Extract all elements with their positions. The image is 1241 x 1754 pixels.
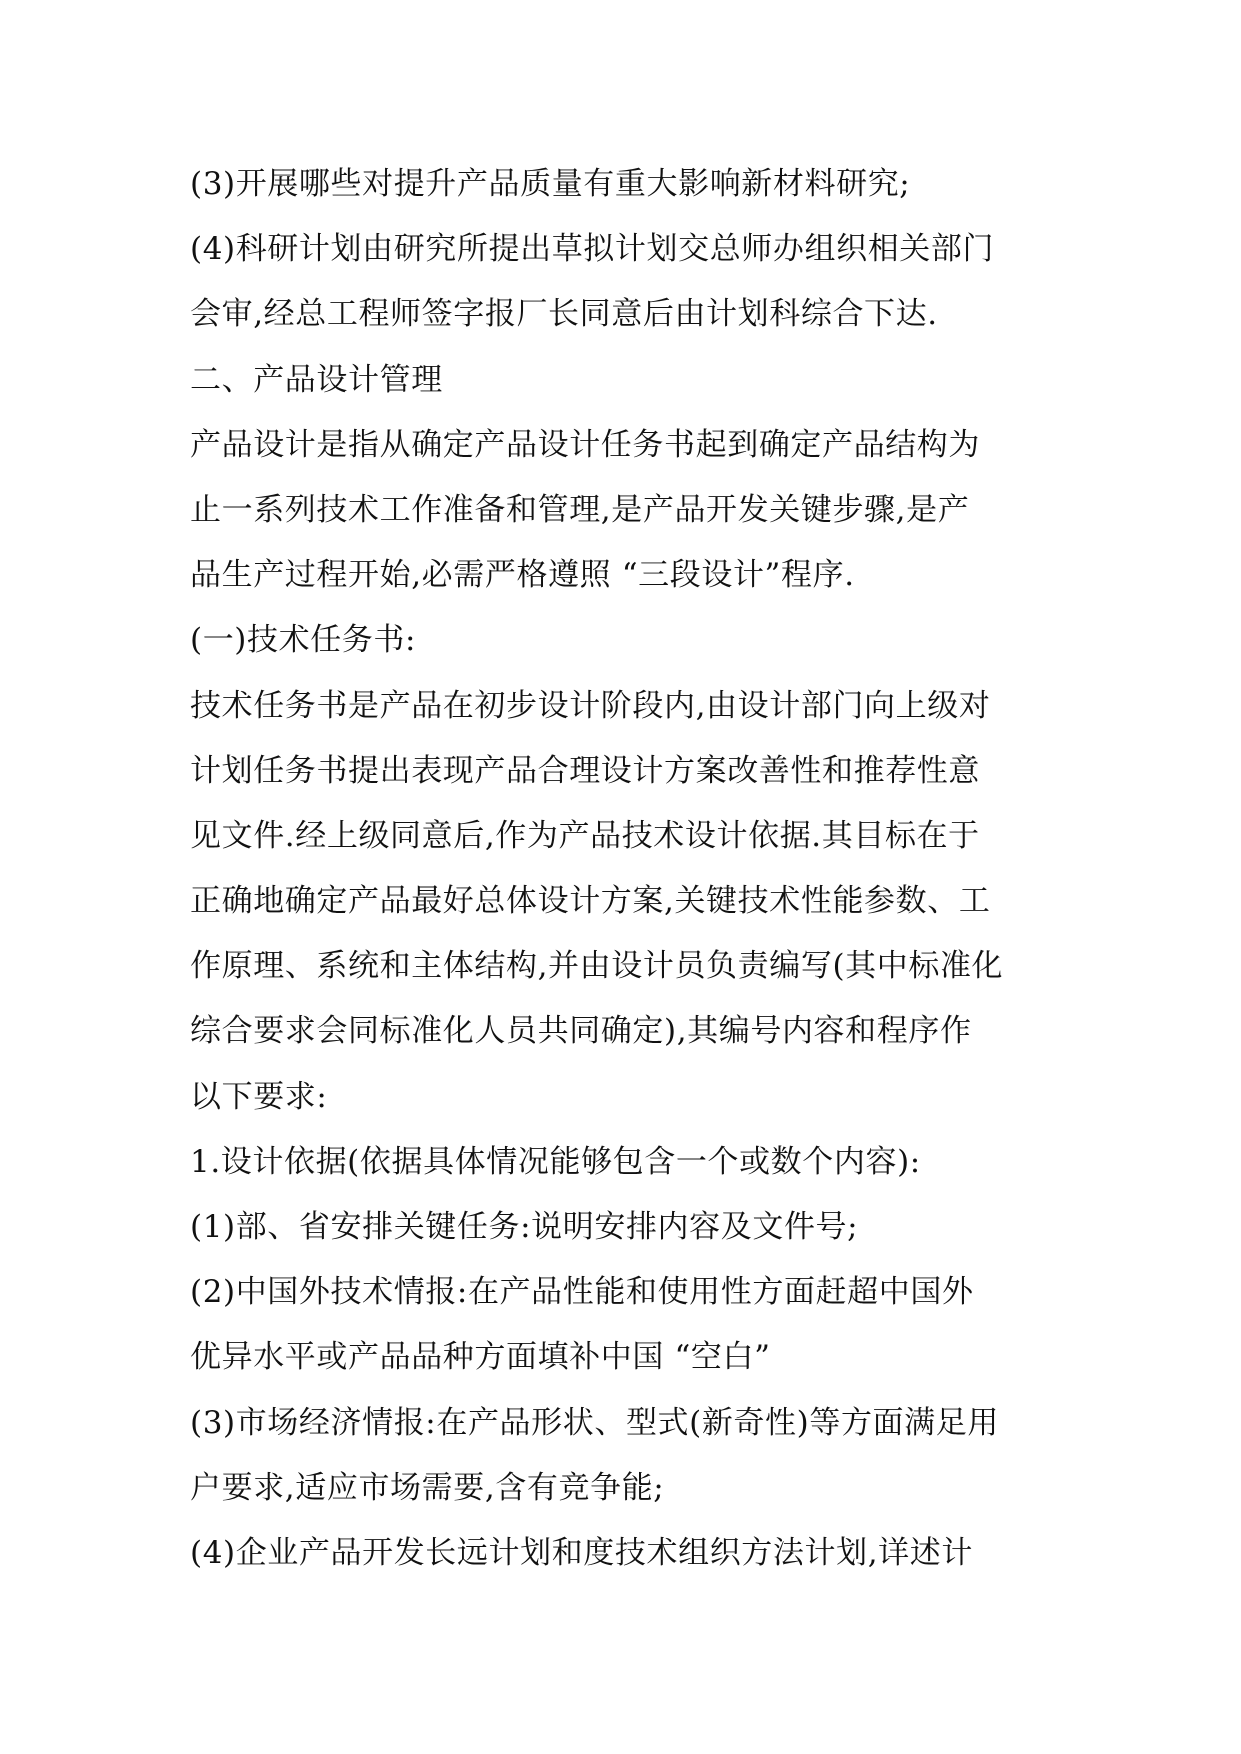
list-heading: 1.设计依据(依据具体情况能够包含一个或数个内容): [190, 1143, 921, 1180]
section-heading: 二、产品设计管理 [190, 361, 443, 398]
text-line: 品生产过程开始,必需严格遵照 “三段设计”程序. [190, 557, 855, 594]
text-line: 正确地确定产品最好总体设计方案,关键技术性能参数、工 [190, 883, 991, 920]
text-line: (4)科研计划由研究所提出草拟计划交总师办组织相关部门 [190, 231, 995, 268]
list-item: (2)中国外技术情报:在产品性能和使用性方面赶超中国外 [190, 1274, 974, 1311]
text-line: 优异水平或产品品种方面填补中国 “空白” [190, 1339, 771, 1376]
subsection-heading: (一)技术任务书: [190, 622, 417, 659]
list-item: (3)市场经济情报:在产品形状、型式(新奇性)等方面满足用 [190, 1404, 999, 1441]
text-line: 计划任务书提出表现产品合理设计方案改善性和推荐性意 [190, 752, 980, 789]
text-line: 以下要求: [190, 1078, 328, 1115]
text-line: 技术任务书是产品在初步设计阶段内,由设计部门向上级对 [190, 687, 991, 724]
text-line: 综合要求会同标准化人员共同确定),其编号内容和程序作 [190, 1013, 972, 1050]
text-line: (3)开展哪些对提升产品质量有重大影响新材料研究; [190, 166, 911, 202]
text-line: 会审,经总工程师签字报厂长同意后由计划科综合下达. [190, 296, 938, 333]
text-line: 作原理、系统和主体结构,并由设计员负责编写(其中标准化 [190, 948, 1004, 985]
text-line: 见文件.经上级同意后,作为产品技术设计依据.其目标在于 [190, 817, 980, 854]
list-item: (1)部、省安排关键任务:说明安排内容及文件号; [190, 1209, 859, 1245]
text-line: 产品设计是指从确定产品设计任务书起到确定产品结构为 [190, 426, 980, 463]
text-line: 户要求,适应市场需要,含有竞争能; [190, 1469, 665, 1506]
document-body [190, 152, 1070, 1586]
text-line: 止一系列技术工作准备和管理,是产品开发关键步骤,是产 [190, 491, 970, 528]
list-item: (4)企业产品开发长远计划和度技术组织方法计划,详述计 [190, 1534, 973, 1571]
